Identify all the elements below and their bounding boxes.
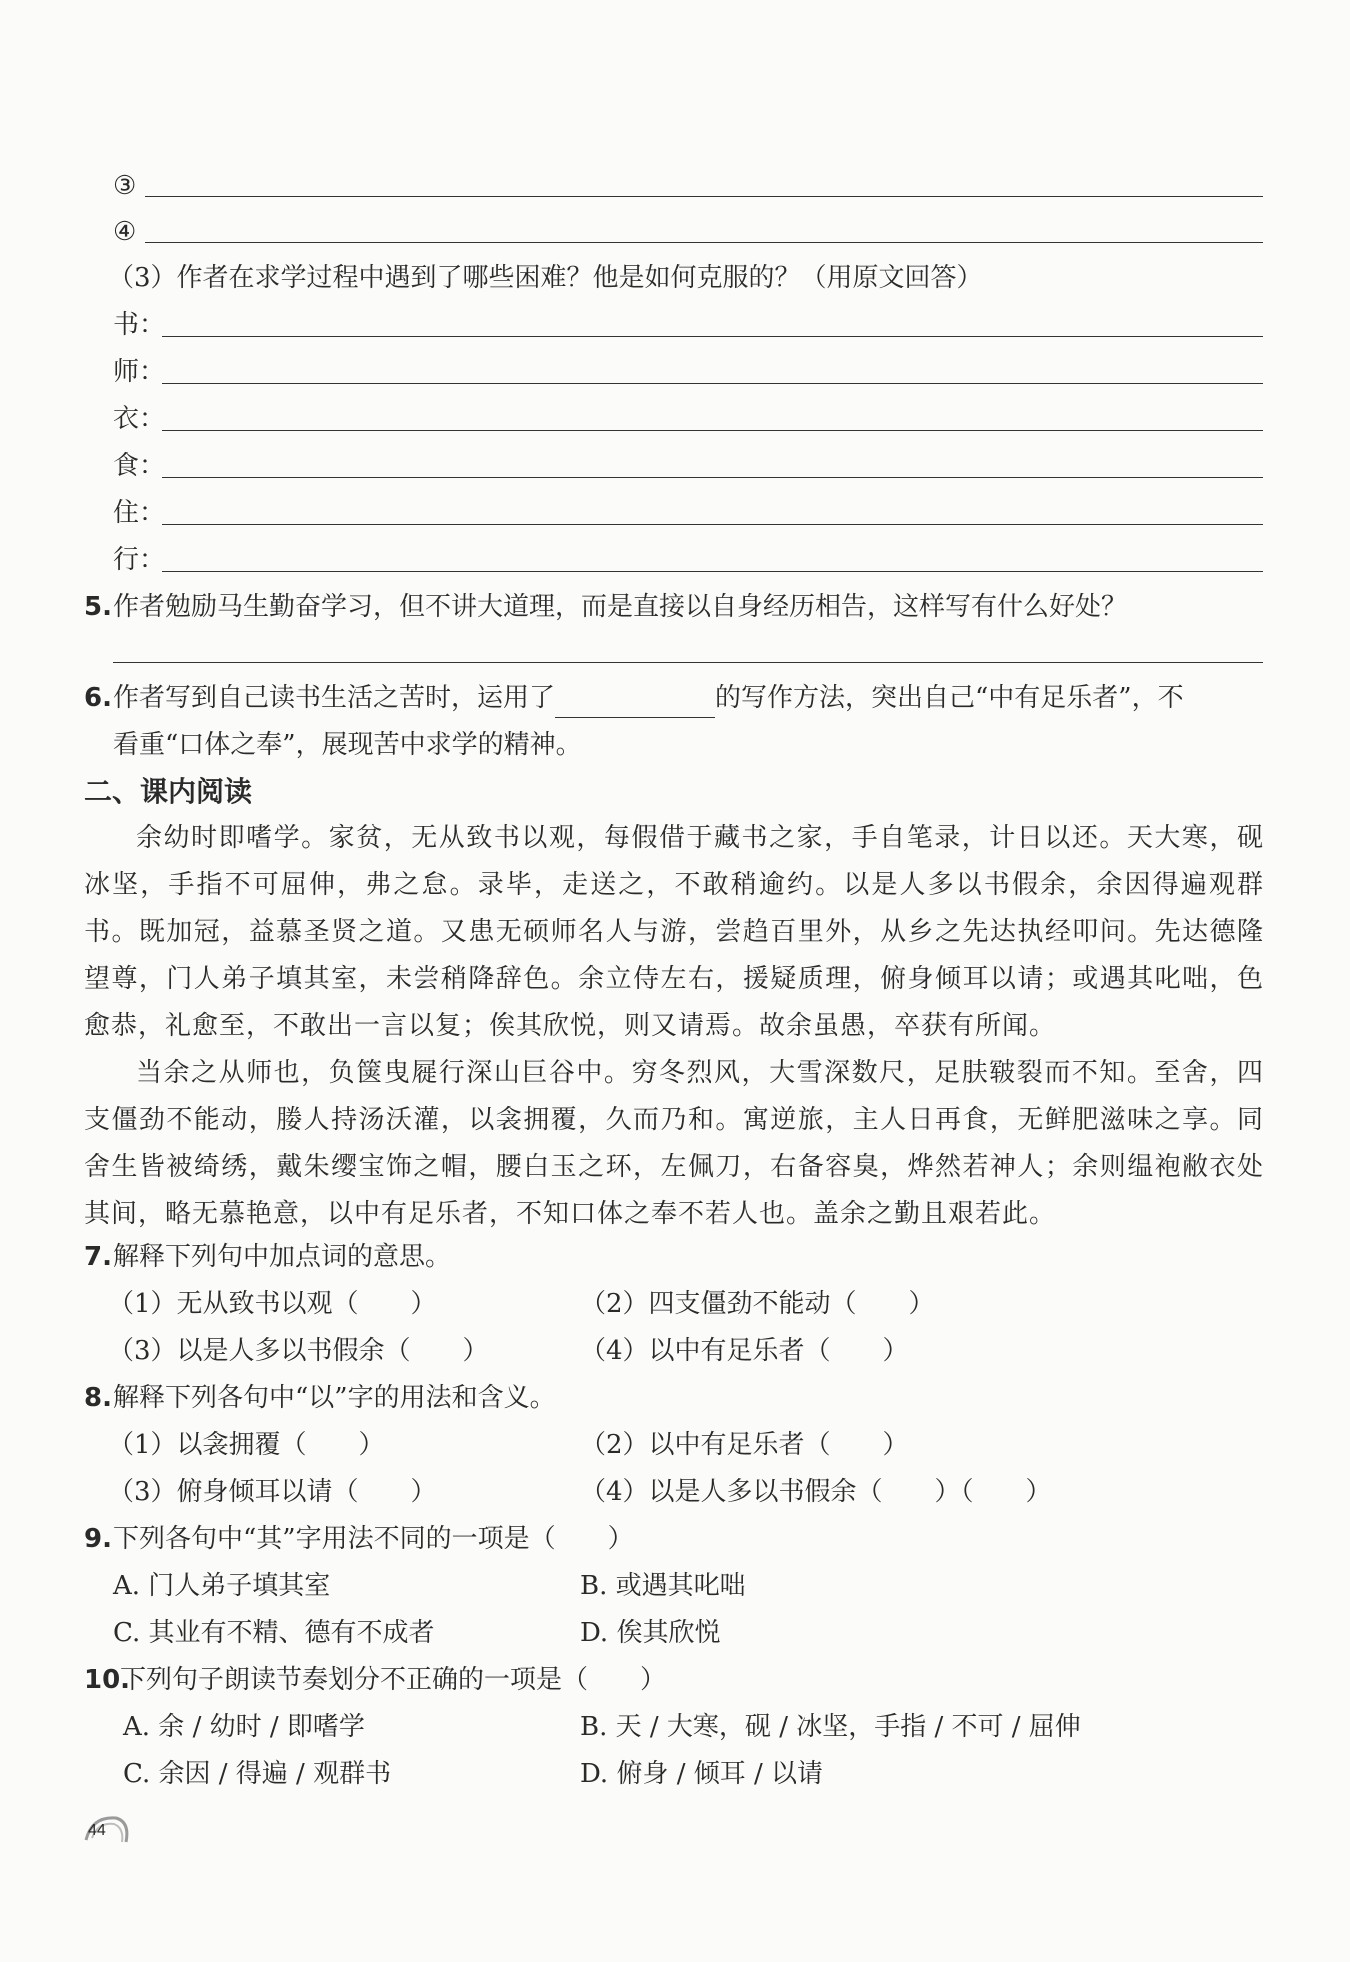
option-b[interactable]: B. 天 / 大寒，砚 / 冰坚，手指 / 不可 / 屈伸 (580, 1712, 1081, 1742)
page-number: 44 (88, 1822, 106, 1839)
blank-line[interactable] (162, 477, 1263, 478)
blank-line[interactable] (162, 524, 1263, 525)
item-label: 食： (113, 451, 166, 481)
q5-answer-line[interactable] (113, 662, 1263, 663)
q8-item-4[interactable]: （4）以是人多以书假余（ ）（ ） (580, 1477, 1052, 1507)
item-label: 行： (113, 545, 166, 575)
option-a[interactable]: A. 余 / 幼时 / 即嗜学 (123, 1712, 365, 1742)
q8-item-1[interactable]: （1）以衾拥覆（ ） (108, 1430, 385, 1460)
question-text: 下列各句中“其”字用法不同的一项是（ ） (113, 1524, 634, 1554)
q7-item-2[interactable]: （2）四支僵劲不能动（ ） (580, 1289, 935, 1319)
option-c[interactable]: C. 其业有不精、德有不成者 (113, 1618, 435, 1648)
question-number: 7. (84, 1242, 112, 1272)
q7-item-1[interactable]: （1）无从致书以观（ ） (108, 1289, 437, 1319)
option-c[interactable]: C. 余因 / 得遍 / 观群书 (123, 1759, 392, 1789)
item-label: 师： (113, 357, 166, 387)
passage-paragraph-2: 当余之从师也，负箧曳屣行深山巨谷中。穷冬烈风，大雪深数尺，足肤皲裂而不知。至舍，四支僵劲不能动，媵人持汤沃灌，以衾拥覆，久而乃和。寓逆旅，主人日再食，无鲜肥滋味之享。同舍生皆被绮绣，戴朱缨宝饰之帽，腰白玉之环，左佩刀，右备容臭，烨然若神人；余则缊袍敝衣处其间，略无慕艳意，以中有足乐者，不知口体之奉不若人也。盖余之勤且艰若此。 (84, 1058, 1264, 1229)
q8-item-3[interactable]: （3）俯身倾耳以请（ ） (108, 1477, 437, 1507)
question-text: 下列句子朗读节奏划分不正确的一项是（ ） (120, 1665, 667, 1695)
question-number: 8. (84, 1383, 112, 1413)
blank-line[interactable] (162, 336, 1263, 337)
option-b[interactable]: B. 或遇其叱咄 (580, 1571, 746, 1601)
q7-item-4[interactable]: （4）以中有足乐者（ ） (580, 1336, 909, 1366)
question-number: 10. (84, 1665, 131, 1695)
passage-paragraph-1: 余幼时即嗜学。家贫，无从致书以观，每假借于藏书之家，手自笔录，计日以还。天大寒，砚冰坚，手指不可屈伸，弗之怠。录毕，走送之，不敢稍逾约。以是人多以书假余，余因得遍观群书。既加冠，益慕圣贤之道。又患无硕师名人与游，尝趋百里外，从乡之先达执经叩问。先达德隆望尊，门人弟子填其室，未尝稍降辞色。余立侍左右，援疑质理，俯身倾耳以请；或遇其叱咄，色愈恭，礼愈至，不敢出一言以复；俟其欣悦，则又请焉。故余虽愚，卒获有所闻。 (84, 823, 1264, 1041)
blank-line[interactable] (162, 571, 1263, 572)
item-label: 书： (113, 310, 166, 340)
question-number: 6. (84, 683, 112, 713)
question-text: 解释下列各句中“以”字的用法和含义。 (113, 1383, 556, 1413)
blank-line[interactable] (162, 430, 1263, 431)
answer-label: ③ (113, 171, 137, 201)
q6-fill-blank[interactable] (555, 689, 715, 718)
answer-label: ④ (113, 217, 137, 247)
blank-line[interactable] (145, 242, 1263, 243)
option-d[interactable]: D. 俯身 / 倾耳 / 以请 (580, 1759, 824, 1789)
option-a[interactable]: A. 门人弟子填其室 (113, 1571, 331, 1601)
item-label: 衣： (113, 404, 166, 434)
q6-line1 (113, 678, 1184, 718)
item-label: 住： (113, 498, 166, 528)
blank-line[interactable] (145, 196, 1263, 197)
q6-line2-text: 看重“口体之奉”，展现苦中求学的精神。 (113, 730, 582, 760)
question-number: 9. (84, 1524, 112, 1554)
question-number: 5. (84, 592, 112, 622)
q6-text-before: 作者写到自己读书生活之苦时，运用了 (113, 683, 556, 713)
section-title-text: 二、课内阅读 (84, 775, 253, 808)
q3-prompt-text: （3）作者在求学过程中遇到了哪些困难？他是如何克服的？（用原文回答） (108, 263, 983, 293)
question-text: 解释下列句中加点词的意思。 (113, 1242, 452, 1272)
q7-item-3[interactable]: （3）以是人多以书假余（ ） (108, 1336, 489, 1366)
q6-text-after: 的写作方法，突出自己“中有足乐者”，不 (715, 683, 1184, 713)
question-text: 作者勉励马生勤奋学习，但不讲大道理，而是直接以自身经历相告，这样写有什么好处？ (113, 592, 1128, 622)
blank-line[interactable] (162, 383, 1263, 384)
option-d[interactable]: D. 俟其欣悦 (580, 1618, 721, 1648)
q8-item-2[interactable]: （2）以中有足乐者（ ） (580, 1430, 909, 1460)
